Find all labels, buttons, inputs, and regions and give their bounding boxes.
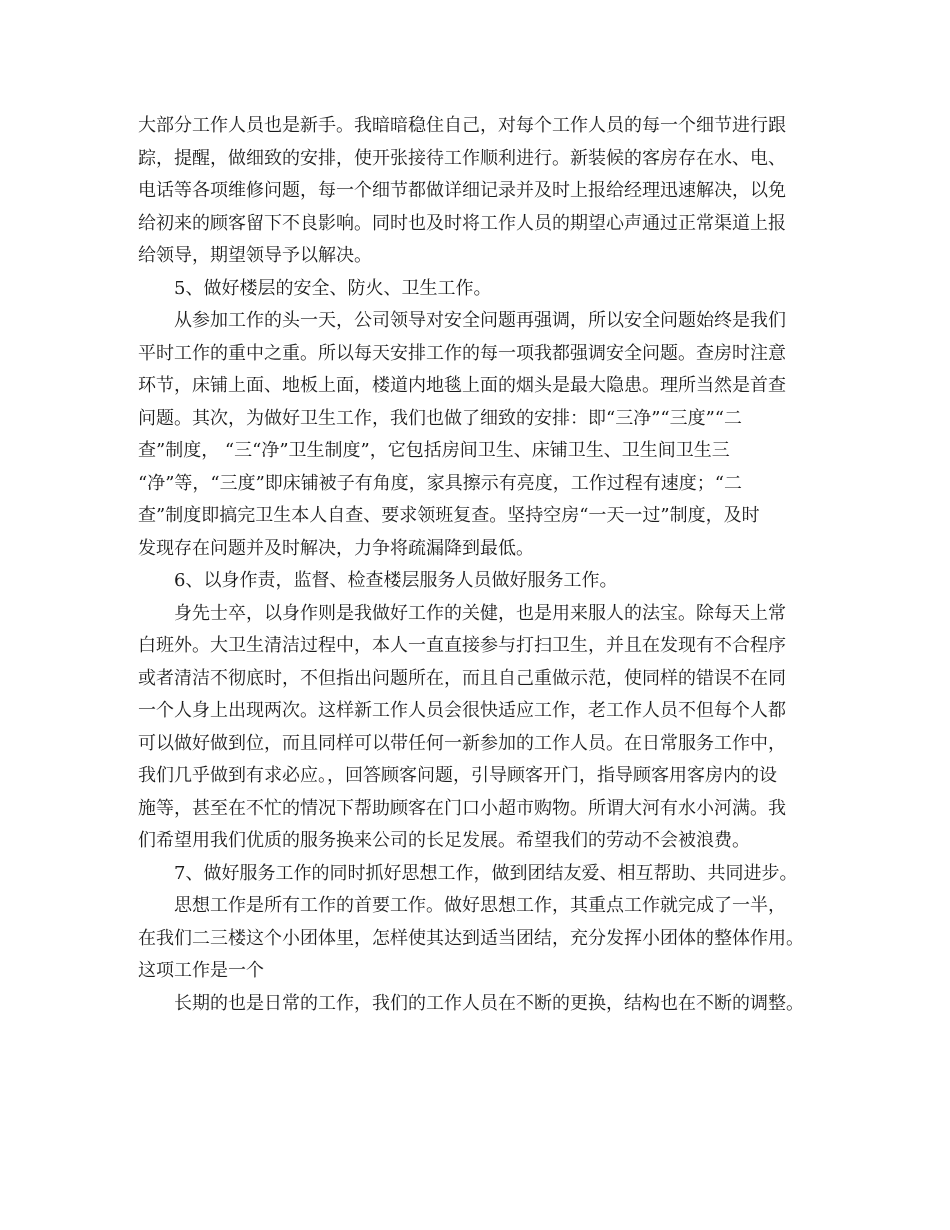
text-line: 平时工作的重中之重。所以每天安排工作的每一项我都强调安全问题。查房时注意 [138, 342, 786, 364]
text-line: 从参加工作的头一天，公司领导对安全问题再强调，所以安全问题始终是我们 [174, 310, 786, 331]
paragraph [138, 565, 828, 598]
text-line: 我们几乎做到有求必应。，回答顾客问题，引导顾客开门，指导顾客用客房内的设 [138, 765, 777, 786]
paragraph [138, 273, 828, 306]
paragraph [138, 858, 828, 891]
text-line: 长期的也是日常的工作，我们的工作人员在不断的更换，结构也在不断的调整。 [174, 992, 804, 1014]
paragraph [138, 890, 828, 988]
text-line: 环节，床铺上面、地板上面，楼道内地毯上面的烟头是最大隐患。理所当然是首查 [138, 375, 786, 396]
text-line: 6、以身作责，监督、检查楼层服务人员做好服务工作。 [174, 570, 618, 591]
paragraph [138, 988, 828, 1021]
paragraph [138, 305, 828, 565]
text-line: “净”等，“三度”即床铺被子有角度，家具擦示有亮度，工作过程有速度；“二 [138, 472, 743, 494]
text-line: 一个人身上出现两次。这样新工作人员会很快适应工作，老工作人员不但每个人都 [138, 700, 786, 721]
text-line: 可以做好做到位，而且同样可以带任何一新参加的工作人员。在日常服务工作中， [138, 732, 786, 754]
text-line: 问题。其次，为做好卫生工作，我们也做了细致的安排：即“三净”“三度”“二 [138, 407, 743, 429]
text-line: 在我们二三楼这个小团体里，怎样使其达到适当团结，充分发挥小团体的整体作用。 [138, 927, 804, 949]
text-line: 这项工作是一个 [138, 960, 264, 981]
text-line: 思想工作是所有工作的首要工作。做好思想工作，其重点工作就完成了一半， [174, 895, 786, 916]
text-line: 7、做好服务工作的同时抓好思想工作，做到团结友爱、相互帮助、共同进步。 [174, 862, 798, 884]
text-line: 踪，提醒，做细致的安排，使开张接待工作顺利进行。新装候的客房存在水、电、 [138, 147, 786, 169]
text-line: 们希望用我们优质的服务换来公司的长足发展。希望我们的劳动不会被浪费。 [138, 830, 750, 851]
document-body [138, 110, 828, 1020]
text-line: 发现存在问题并及时解决，力争将疏漏降到最低。 [138, 537, 534, 559]
text-line: 5、做好楼层的安全、防火、卫生工作。 [174, 277, 492, 299]
text-line: 施等，甚至在不忙的情况下帮助顾客在门口小超市购物。所谓大河有水小河满。我 [138, 797, 786, 819]
paragraph [138, 110, 828, 273]
text-line: 查”制度即搞完卫生本人自查、要求领班复查。坚持空房“一天一过”制度，及时 [138, 505, 760, 526]
text-line: 身先士卒，以身作则是我做好工作的关健，也是用来服人的法宝。除每天上常 [174, 602, 786, 624]
text-line: 大部分工作人员也是新手。我暗暗稳住自己，对每个工作人员的每一个细节进行跟 [138, 115, 786, 136]
text-line: 白班外。大卫生清洁过程中，本人一直直接参与打扫卫生，并且在发现有不合程序 [138, 635, 786, 656]
text-line: 电话等各项维修问题，每一个细节都做详细记录并及时上报给经理迅速解决，以免 [138, 180, 786, 201]
text-line: 给领导，期望领导予以解决。 [138, 245, 372, 266]
text-line: 查”制度， “三“净”卫生制度”，它包括房间卫生、床铺卫生、卫生间卫生三 [138, 440, 730, 461]
paragraph [138, 598, 828, 858]
text-line: 或者清洁不彻底时，不但指出问题所在，而且自己重做示范，使同样的错误不在同 [138, 667, 786, 689]
text-line: 给初来的顾客留下不良影响。同时也及时将工作人员的期望心声通过正常渠道上报 [138, 212, 786, 234]
